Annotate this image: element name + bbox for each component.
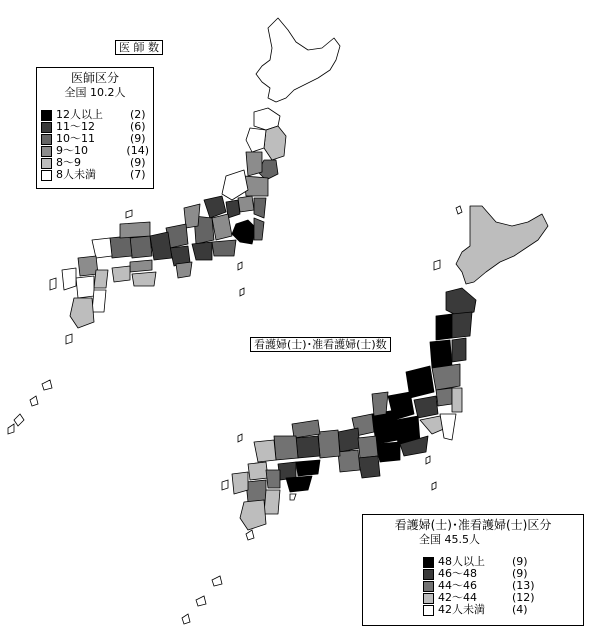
region-niigata: [222, 170, 248, 200]
legend-label: 12人以上: [56, 108, 103, 121]
region-nagano: [212, 214, 232, 240]
legend-count: (6): [130, 120, 146, 133]
region-miyazaki: [92, 290, 106, 312]
doctor-map-title: 医 師 数: [115, 40, 163, 55]
nurse-map: [232, 206, 548, 530]
region-nagasaki: [62, 268, 76, 290]
region-tokushima: [296, 460, 320, 476]
region-fukuoka: [78, 256, 98, 276]
legend-swatch: [41, 134, 52, 145]
region-hokkaido: [456, 206, 548, 284]
region-shizuoka: [212, 240, 236, 256]
legend-swatch: [423, 593, 434, 604]
doctor-national-value: 10.2人: [90, 86, 126, 99]
region-iwate: [452, 312, 472, 338]
legend-label: 42～44: [438, 591, 477, 604]
legend-label: 10～11: [56, 132, 95, 145]
doctor-national-label: 全国: [64, 86, 87, 99]
legend-row: [41, 169, 149, 181]
island: [42, 380, 52, 390]
region-aichi: [376, 442, 400, 462]
region-miyazaki: [264, 490, 280, 514]
island: [246, 530, 254, 540]
legend-swatch: [423, 569, 434, 580]
region-oita: [266, 470, 280, 488]
legend-label: 8～9: [56, 156, 81, 169]
legend-count: (9): [130, 156, 146, 169]
region-tottori: [120, 222, 150, 238]
region-chiba: [254, 218, 264, 240]
island: [238, 434, 242, 442]
island: [212, 576, 222, 586]
region-ibaraki: [452, 388, 462, 412]
island: [456, 206, 462, 214]
region-iwate: [264, 126, 286, 160]
legend-label: 11～12: [56, 120, 95, 133]
legend-swatch: [41, 146, 52, 157]
legend-swatch: [423, 605, 434, 616]
island: [222, 480, 228, 490]
region-akita: [436, 314, 452, 340]
legend-swatch: [41, 158, 52, 169]
region-akita: [246, 128, 266, 152]
region-osaka: [338, 450, 360, 472]
legend-count: (12): [512, 591, 535, 604]
legend-label: 48人以上: [438, 555, 485, 568]
legend-count: (7): [130, 168, 146, 181]
nurse-legend: [362, 514, 584, 626]
region-kochi: [286, 476, 312, 492]
region-gunma: [414, 396, 438, 418]
island: [182, 614, 190, 624]
island: [238, 262, 242, 270]
region-hyogo: [318, 430, 340, 458]
region-yamaguchi: [92, 238, 112, 258]
legend-swatch: [423, 557, 434, 568]
region-hokkaido: [256, 18, 340, 102]
region-kagoshima: [70, 298, 94, 328]
nurse-map-title: 看護婦(士)･准看護婦(士)数: [250, 337, 391, 352]
region-tottori: [292, 420, 320, 438]
legend-count: (14): [126, 144, 149, 157]
region-kumamoto: [246, 480, 266, 502]
legend-swatch: [41, 170, 52, 181]
nurse-national-label: 全国: [419, 533, 441, 546]
island: [240, 288, 244, 296]
region-nagasaki: [232, 472, 248, 494]
legend-count: (9): [130, 132, 146, 145]
region-hyogo: [150, 232, 172, 260]
island: [426, 456, 430, 464]
region-kyoto: [338, 428, 360, 452]
island: [30, 396, 38, 406]
region-ishikawa: [372, 392, 388, 416]
region-toyama: [204, 196, 226, 218]
legend-row: [423, 604, 579, 616]
region-nara: [176, 262, 192, 278]
region-fukuoka: [248, 462, 268, 480]
island: [50, 278, 56, 290]
region-hiroshima: [110, 236, 132, 258]
region-kagawa: [130, 260, 152, 272]
nurse-legend-title: 看護婦(士)･准看護婦(士)区分: [394, 518, 552, 532]
region-kumamoto: [76, 276, 94, 298]
region-yamagata: [430, 340, 452, 368]
island: [434, 260, 440, 270]
legend-label: 46～48: [438, 567, 477, 580]
legend-label: 8人未満: [56, 168, 96, 181]
region-chiba: [440, 414, 456, 440]
legend-count: (4): [512, 603, 528, 616]
island: [14, 414, 24, 426]
region-kagoshima: [240, 500, 266, 530]
region-shiga: [358, 436, 378, 458]
doctor-legend-title: 医師区分: [70, 71, 119, 85]
legend-count: (9): [512, 555, 528, 568]
nurse-national-average: [367, 533, 579, 546]
legend-count: (9): [512, 567, 528, 580]
legend-swatch: [41, 110, 52, 121]
doctor-legend: [36, 67, 154, 189]
region-yamagata: [246, 152, 262, 176]
island: [126, 210, 132, 218]
legend-count: (13): [512, 579, 535, 592]
island: [196, 596, 206, 606]
region-kochi: [132, 272, 156, 286]
region-mie: [358, 456, 380, 478]
legend-count: (2): [130, 108, 146, 121]
doctor-national-average: [41, 86, 149, 99]
region-ehime: [112, 266, 130, 282]
region-tochigi: [238, 196, 254, 212]
island: [66, 334, 72, 344]
legend-label: 9～10: [56, 144, 88, 157]
island: [290, 494, 296, 500]
legend-swatch: [41, 122, 52, 133]
region-yamaguchi: [254, 440, 276, 462]
region-okayama: [296, 436, 320, 458]
nurse-national-value: 45.5人: [444, 533, 480, 546]
island: [8, 424, 14, 434]
region-hiroshima: [274, 436, 298, 460]
region-tochigi: [436, 388, 452, 406]
region-ibaraki: [254, 198, 266, 218]
legend-label: 44～46: [438, 579, 477, 592]
region-okayama: [130, 236, 152, 258]
island: [432, 482, 436, 490]
region-miyagi: [452, 338, 466, 362]
legend-label: 42人未満: [438, 603, 485, 616]
region-aichi: [192, 242, 212, 260]
region-fukushima: [432, 364, 460, 390]
legend-swatch: [423, 581, 434, 592]
region-oita: [94, 270, 108, 288]
